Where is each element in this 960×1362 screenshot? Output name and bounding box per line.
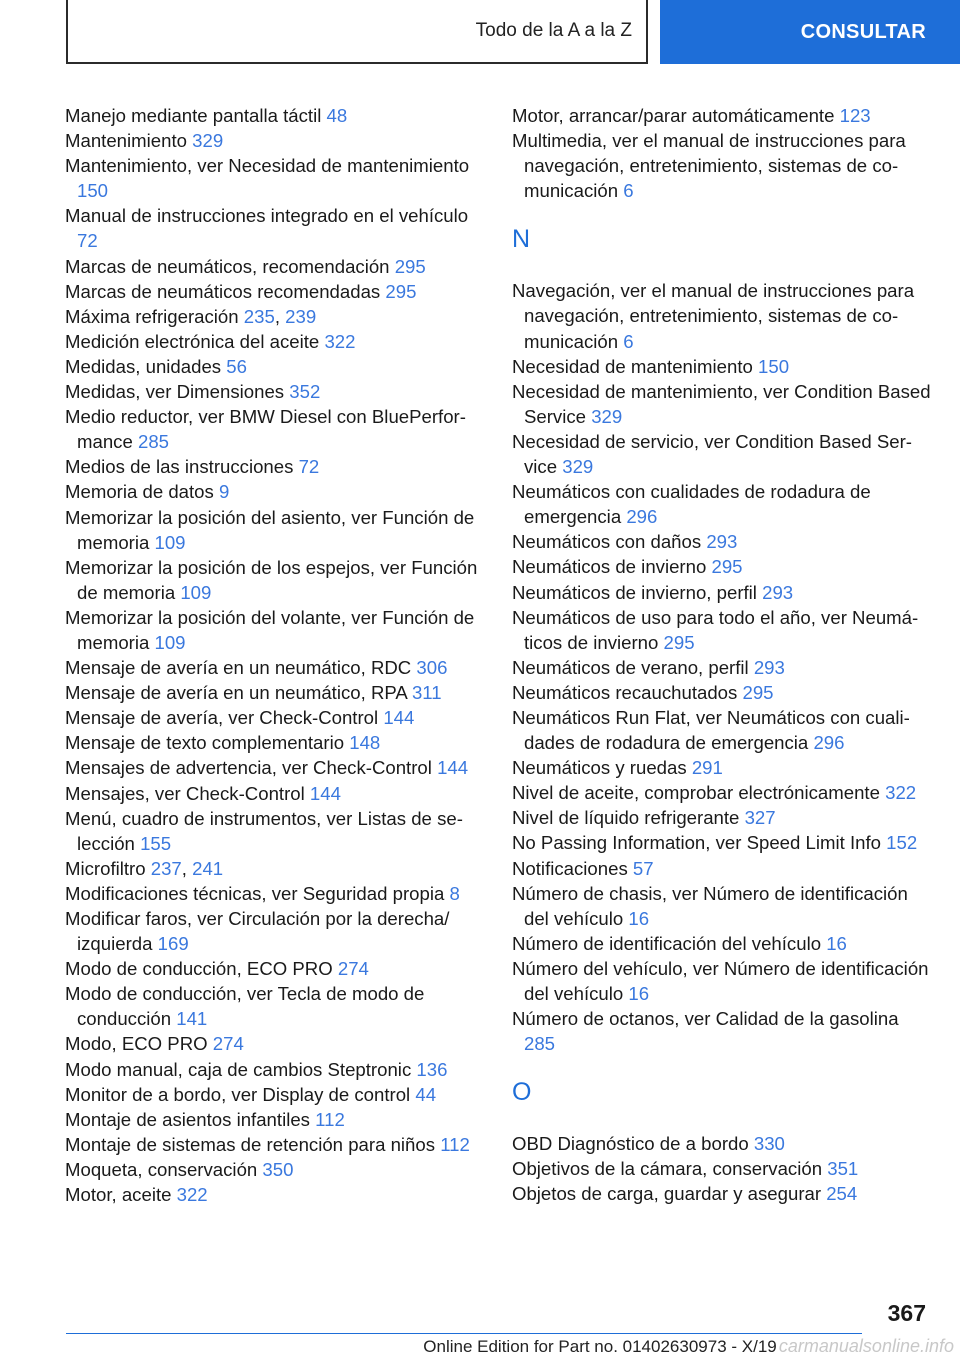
page-link[interactable]: 329 (591, 405, 623, 427)
index-entry-text: Necesidad de mantenimiento (512, 355, 753, 377)
index-column-left (65, 103, 485, 1207)
index-entry (512, 1131, 932, 1156)
index-entry-text: Medio reductor, ver BMW Diesel con BluePerformance (65, 406, 466, 453)
index-entry-text: Modo de conducción, ECO PRO (65, 958, 333, 980)
index-entry-text: Memorizar la posición de los espejos, ver Función de memoria (65, 556, 478, 603)
index-entry (65, 329, 485, 354)
page-link[interactable]: 169 (157, 933, 189, 955)
index-entry-text: Marcas de neumáticos, recomendación (65, 255, 390, 277)
index-entry-text: Montaje de asientos infantiles (65, 1108, 310, 1130)
index-entry-text: Motor, aceite (65, 1184, 172, 1206)
index-entry-text: Objetos de carga, guardar y asegurar (512, 1183, 822, 1205)
index-entry (65, 479, 485, 504)
index-entry-text: Nivel de aceite, comprobar electrónicamente (512, 782, 880, 804)
index-entry (512, 780, 932, 805)
index-entry-text: No Passing Information, ver Speed Limit Info (512, 832, 881, 854)
index-entry-text: Medición electrónica del aceite (65, 330, 320, 352)
page-link[interactable]: 291 (691, 757, 723, 779)
section-title: Todo de la A a la Z (475, 20, 632, 41)
page-link[interactable]: 274 (212, 1033, 244, 1055)
index-entry (65, 153, 485, 203)
page-link[interactable]: 16 (628, 907, 650, 929)
page-link[interactable]: 237 (150, 857, 182, 879)
page-link[interactable]: 112 (315, 1108, 345, 1130)
index-entry (65, 605, 485, 655)
page-link[interactable]: 329 (192, 130, 224, 152)
index-entry (512, 379, 932, 429)
index-entry-text: Monitor de a bordo, ver Display de control (65, 1083, 411, 1105)
index-entry (65, 379, 485, 404)
index-entry-text: OBD Diagnóstico de a bordo (512, 1133, 749, 1155)
index-entry (512, 1181, 932, 1206)
page-link[interactable]: 295 (711, 556, 743, 578)
page-link[interactable]: 296 (813, 732, 845, 754)
index-entry (65, 1057, 485, 1082)
index-entry (65, 730, 485, 755)
page-link[interactable]: 6 (623, 180, 634, 202)
index-entry-text: Microfiltro (65, 857, 146, 879)
index-entry-text: Neumáticos de invierno, perfil (512, 581, 757, 603)
index-entry-text: Moqueta, conservación (65, 1158, 258, 1180)
page-link[interactable]: 329 (562, 456, 594, 478)
page-link[interactable]: 109 (154, 631, 186, 653)
footer-divider (66, 1333, 862, 1334)
index-entry (65, 454, 485, 479)
index-entry-text: Multimedia, ver el manual de instrucciones para navegación, entretenimiento, sistemas de comunicación (512, 130, 906, 202)
index-entry-text: Medidas, ver Dimensiones (65, 381, 285, 403)
page-link[interactable]: 351 (827, 1158, 859, 1180)
page-link[interactable]: 72 (77, 230, 98, 252)
page-link[interactable]: 293 (753, 656, 785, 678)
page-link[interactable]: 311 (411, 682, 442, 704)
page-number: 367 (887, 1300, 926, 1326)
page-link[interactable]: 123 (839, 105, 871, 126)
index-entry-text: Medidas, unidades (65, 355, 222, 377)
index-entry (65, 1157, 485, 1182)
index-entry: Microfiltro 237, 241 (65, 857, 224, 879)
index-entry (65, 103, 485, 128)
page-link[interactable]: 109 (180, 581, 212, 603)
index-entry-text: Modo de conducción, ver Tecla de modo de conducción (65, 983, 425, 1030)
index-entry-text: Neumáticos Run Flat, ver Neumáticos con cualidades de rodadura de emergencia (512, 706, 910, 754)
index-entry-text: Medios de las instrucciones (65, 456, 294, 478)
index-entry (65, 254, 485, 279)
page-link[interactable]: 56 (226, 355, 247, 377)
section-tab[interactable] (66, 0, 648, 64)
index-entry-text: Mantenimiento (65, 130, 187, 152)
index-entry (512, 529, 932, 554)
index-entry-text: Mensaje de avería en un neumático, RPA (65, 682, 407, 704)
page-link[interactable]: 72 (298, 456, 320, 478)
index-entry-text: Neumáticos de uso para todo el año, ver Neumáticos de invierno (512, 606, 919, 653)
index-entry (65, 755, 485, 780)
index-entry: Máxima refrigeración 235, 239 (65, 305, 317, 327)
page-link[interactable]: 150 (77, 180, 109, 202)
index-entry (65, 1107, 485, 1132)
index-entry (512, 278, 932, 353)
index-entry (512, 1006, 932, 1056)
index-entry-text: Número de identificación del vehículo (512, 932, 822, 954)
index-entry-text: Neumáticos de invierno (512, 556, 707, 578)
index-entry-text: Modo manual, caja de cambios Steptronic (65, 1058, 412, 1080)
index-entry (512, 429, 932, 479)
page-link[interactable]: 352 (289, 381, 321, 403)
index-entry-text: Máxima refrigeración (65, 305, 239, 327)
page-link[interactable]: 6 (623, 330, 634, 352)
page-link[interactable]: 306 (416, 657, 448, 679)
edition-text: Online Edition for Part no. 01402630973 - X/19 (423, 1337, 777, 1356)
index-entry (65, 956, 485, 981)
index-group-o (512, 1131, 932, 1206)
index-entry-text: Número de chasis, ver Número de identificación del vehículo (512, 882, 908, 929)
watermark: carmanualsonline.info (778, 1336, 954, 1356)
index-entry-text: Menú, cuadro de instrumentos, ver Listas de selección (65, 807, 463, 854)
index-entry (65, 128, 485, 153)
index-entry-text: Número del vehículo, ver Número de identificación del vehículo (512, 957, 929, 1004)
page-link[interactable]: 136 (416, 1058, 448, 1080)
page-link[interactable]: 239 (285, 305, 317, 327)
index-entry (512, 128, 932, 203)
index-entry (65, 555, 485, 605)
index-entry-text: Mensajes, ver Check-Control (65, 782, 305, 804)
index-entry-text: Motor, arrancar/parar automáticamente (512, 105, 835, 126)
page-link[interactable]: 148 (349, 732, 381, 754)
page-link[interactable]: 152 (886, 832, 918, 854)
index-entry-text: Neumáticos con daños (512, 531, 702, 553)
index-entry (65, 881, 485, 906)
index-entry-text: Notificaciones (512, 857, 628, 879)
index-entry-text: Necesidad de mantenimiento, ver Condition Based Service (512, 380, 931, 427)
page-link[interactable]: 274 (337, 958, 369, 980)
index-entry (512, 680, 932, 705)
index-entry (512, 881, 932, 931)
page-link[interactable]: 330 (753, 1133, 785, 1155)
index-entry-text: Modo, ECO PRO (65, 1033, 208, 1055)
index-entry (65, 705, 485, 730)
index-entry (512, 856, 932, 881)
index-entry-text: Memorizar la posición del volante, ver Función de memoria (65, 606, 475, 653)
index-entry (65, 404, 485, 454)
index-entry-text: Mensaje de avería en un neumático, RDC (65, 657, 412, 679)
page-link[interactable]: 322 (324, 330, 356, 352)
consultar-button[interactable] (660, 0, 960, 64)
page-link[interactable]: 322 (885, 782, 917, 804)
index-entry (512, 1156, 932, 1181)
index-entry (65, 906, 485, 956)
index-entry (512, 580, 932, 605)
page-link[interactable]: 350 (262, 1158, 294, 1180)
index-entry (65, 1082, 485, 1107)
index-entry-text: Navegación, ver el manual de instrucciones para navegación, entretenimiento, sistemas de comunicación (512, 280, 915, 352)
index-entry (65, 1182, 485, 1207)
index-entry-text: Objetivos de la cámara, conservación (512, 1158, 823, 1180)
index-group-n (512, 278, 932, 1056)
page-link[interactable]: 241 (192, 857, 224, 879)
page-link[interactable]: 48 (326, 105, 348, 126)
page-link[interactable]: 109 (154, 531, 186, 553)
page-link[interactable]: 8 (449, 882, 460, 904)
index-entry (65, 279, 485, 304)
page-link[interactable]: 295 (394, 255, 426, 277)
page-link[interactable]: 295 (663, 631, 695, 653)
index-entry (512, 103, 932, 128)
index-entry-text: Nivel de líquido refrigerante (512, 807, 740, 829)
index-entry-text: Mensaje de avería, ver Check-Control (65, 707, 379, 729)
index-entry-text: Manual de instrucciones integrado en el vehículo (65, 205, 469, 227)
index-entry-text: Modificar faros, ver Circulación por la derecha/ izquierda (65, 908, 450, 955)
page-link[interactable]: 144 (437, 757, 469, 779)
index-entry-text: Memoria de datos (65, 481, 214, 503)
page-link[interactable]: 144 (383, 707, 415, 729)
index-entry (65, 203, 485, 253)
index-column-right (512, 103, 932, 1207)
page-link[interactable]: 285 (524, 1033, 556, 1055)
index-entry-text: Neumáticos y ruedas (512, 757, 687, 779)
index-entry (512, 354, 932, 379)
page-link[interactable]: 150 (758, 355, 790, 377)
index-entry (65, 655, 485, 680)
index-entry (512, 956, 932, 1006)
consultar-label: CONSULTAR (800, 20, 926, 43)
index-entry-text: Mantenimiento, ver Necesidad de mantenimiento (65, 155, 470, 177)
index-entry-text: Marcas de neumáticos recomendadas (65, 280, 381, 302)
index-entry (65, 1132, 485, 1157)
page-link[interactable]: 254 (826, 1183, 858, 1205)
page-link[interactable]: 293 (706, 531, 738, 553)
page-link[interactable]: 16 (628, 983, 650, 1004)
page-link[interactable]: 285 (137, 431, 170, 453)
index-entry (512, 479, 932, 529)
index-entry (512, 705, 932, 755)
index-entry (65, 505, 485, 555)
page-link[interactable]: 141 (176, 1008, 208, 1030)
section-letter-o: O (512, 1078, 532, 1107)
page-link[interactable]: 322 (176, 1184, 208, 1206)
index-entry (65, 806, 485, 856)
index-entry-text: Neumáticos recauchutados (512, 681, 738, 703)
index-entry-text: Neumáticos con cualidades de rodadura de emergencia (512, 481, 871, 528)
index-entry (512, 830, 932, 855)
index-entry-text: Mensajes de advertencia, ver Check-Control (65, 757, 432, 779)
index-entry (512, 655, 932, 680)
index-entry-text: Necesidad de servicio, ver Condition Based Service (512, 430, 912, 478)
page-link[interactable]: 112 (440, 1133, 470, 1155)
index-entry (65, 1031, 485, 1056)
page-link[interactable]: 295 (742, 681, 774, 703)
index-entry (512, 605, 932, 655)
index-entry (512, 554, 932, 579)
index-entry-text: Memorizar la posición del asiento, ver Función de memoria (65, 506, 475, 553)
page-link[interactable]: 235 (243, 305, 275, 327)
index-entry-text: Modificaciones técnicas, ver Seguridad propia (65, 882, 445, 904)
index-entry (65, 981, 485, 1031)
page-link[interactable]: 9 (219, 481, 230, 503)
index-entry-text: Montaje de sistemas de retención para niños (65, 1133, 436, 1155)
index-entry (65, 354, 485, 379)
page-link[interactable]: 296 (626, 506, 658, 528)
index-entry (512, 755, 932, 780)
page-link[interactable]: 16 (826, 932, 847, 954)
page-link[interactable]: 293 (762, 581, 794, 603)
index-entry (512, 931, 932, 956)
index-entry-text: Número de octanos, ver Calidad de la gasolina (512, 1008, 899, 1030)
index-entry (512, 805, 932, 830)
index-entry (65, 781, 485, 806)
index-entry-text: Mensaje de texto complementario (65, 732, 345, 754)
page-link[interactable]: 155 (140, 832, 172, 854)
page-link[interactable]: 44 (415, 1083, 437, 1105)
page-link[interactable]: 144 (309, 782, 341, 804)
index-group-m-continued (512, 103, 932, 203)
index-entry-text: Neumáticos de verano, perfil (512, 656, 749, 678)
page-link[interactable]: 327 (744, 807, 776, 829)
index-entry (65, 680, 485, 705)
page-link[interactable]: 295 (385, 280, 417, 302)
index-entry-text: Manejo mediante pantalla táctil (65, 105, 322, 126)
section-letter-n: N (512, 225, 531, 254)
page-link[interactable]: 57 (632, 857, 654, 879)
